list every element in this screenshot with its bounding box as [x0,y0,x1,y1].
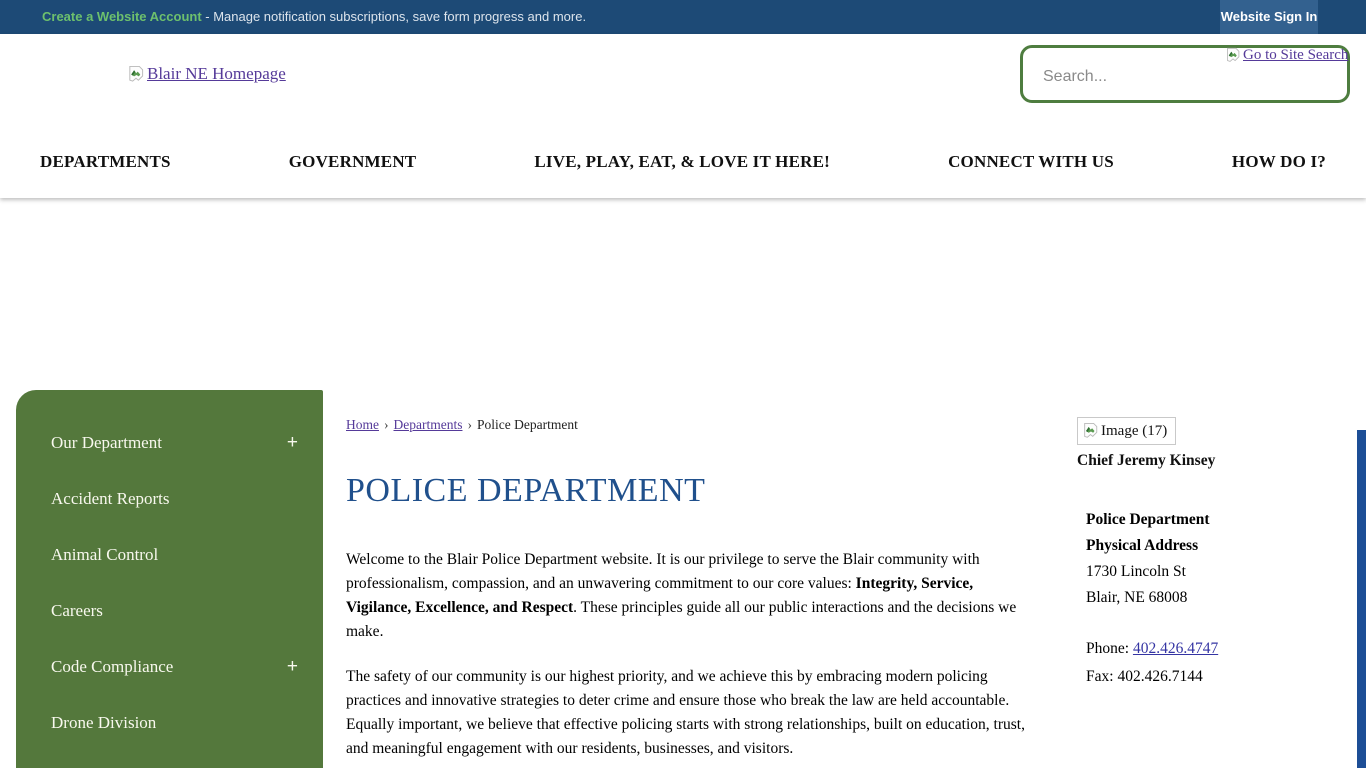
fax-row [1086,664,1218,690]
breadcrumb-departments-link[interactable]: Departments [393,417,463,432]
page-title: POLICE DEPARTMENT [346,472,706,509]
broken-image-icon [1082,422,1099,440]
core-values-bold-text: Integrity, Service, Vigilance, Excellence, and Respect [346,575,974,616]
website-sign-in-button[interactable]: Website Sign In [1220,0,1318,34]
home-logo-label: Blair NE Homepage [147,64,286,83]
sidebar-item-animal-control[interactable] [16,527,323,583]
broken-image-icon [1225,47,1241,64]
breadcrumb [346,417,578,433]
right-edge-slideout-tab[interactable] [1357,430,1366,768]
create-account-link[interactable]: Create a Website Account [42,9,202,24]
sidebar-item-label: Drone Division [51,713,157,732]
home-logo-link[interactable] [127,64,286,84]
nav-item-government[interactable]: GOVERNMENT [288,152,417,171]
intro-paragraph [346,548,1040,644]
nav-item-live-play-eat[interactable]: LIVE, PLAY, EAT, & LOVE IT HERE! [534,152,831,171]
breadcrumb-separator: › [384,417,389,432]
safety-paragraph: The safety of our community is our highest priority, and we achieve this by embracing modern policing practices and innovative strategies to deter crime and ensure those who break the law are held accountable. Equally important, we believe that effective policing starts with strong relationships, built on education, trust, and meaningful engagement with our residents, businesses, and visitors. [346,668,1025,757]
chief-photo-broken-image [1077,417,1176,445]
sidebar-item-our-department[interactable] [16,415,323,471]
breadcrumb-separator: › [467,417,472,432]
address-line-2: Blair, NE 68008 [1086,589,1188,606]
fax-label: Fax: [1086,668,1118,685]
site-header [0,34,1366,198]
nav-item-how-do-i[interactable]: HOW DO I? [1231,152,1326,171]
sidebar-item-label: Animal Control [51,545,159,564]
sidebar-item-label: Careers [51,601,103,620]
top-utility-bar [0,0,1366,34]
sidebar-item-label: Accident Reports [51,489,170,508]
sidebar-item-label: Code Compliance [51,657,174,676]
account-promo-rest: - Manage notification subscriptions, save form progress and more. [201,9,587,24]
intro-text-end: . These principles guide all our public interactions and the decisions we make. [346,599,1017,640]
contact-department-name: Police Department [1086,511,1210,528]
expand-plus-icon[interactable]: + [286,432,298,453]
sidebar-item-drone-division[interactable] [16,695,323,751]
address-line-1: 1730 Lincoln St [1086,563,1186,580]
nav-item-departments[interactable]: DEPARTMENTS [40,152,171,171]
chief-name-caption: Chief Jeremy Kinsey [1077,452,1216,469]
intro-text-start: Welcome to the Blair Police Department website. It is our privilege to serve the Blair community with professionalism, compassion, and an unwavering commitment to our core values: [346,551,980,592]
sidebar-item-careers[interactable] [16,583,323,639]
fax-number: 402.426.7144 [1117,668,1203,685]
go-to-site-search-label: Go to Site Search [1243,47,1349,63]
sidebar-item-label: Our Department [51,433,162,452]
chief-photo-alt-text: Image (17) [1101,422,1168,439]
main-navigation [40,142,1326,182]
broken-image-icon [127,65,145,84]
contact-info-block [1086,507,1218,690]
expand-plus-icon[interactable]: + [286,656,298,677]
phone-number-link[interactable]: 402.426.4747 [1132,640,1219,657]
phone-label: Phone: [1086,640,1133,657]
phone-row [1086,636,1218,662]
go-to-site-search-link[interactable] [1225,47,1348,64]
account-promo-text [42,0,586,34]
sidebar-item-accident-reports[interactable] [16,471,323,527]
search-input[interactable] [1043,62,1263,92]
breadcrumb-home-link[interactable]: Home [346,417,379,432]
sidebar-item-code-compliance[interactable] [16,639,323,695]
physical-address-label: Physical Address [1086,537,1199,554]
section-sidebar [16,390,323,768]
nav-item-connect-with-us[interactable]: CONNECT WITH US [948,152,1114,171]
breadcrumb-current-page: Police Department [476,417,578,432]
